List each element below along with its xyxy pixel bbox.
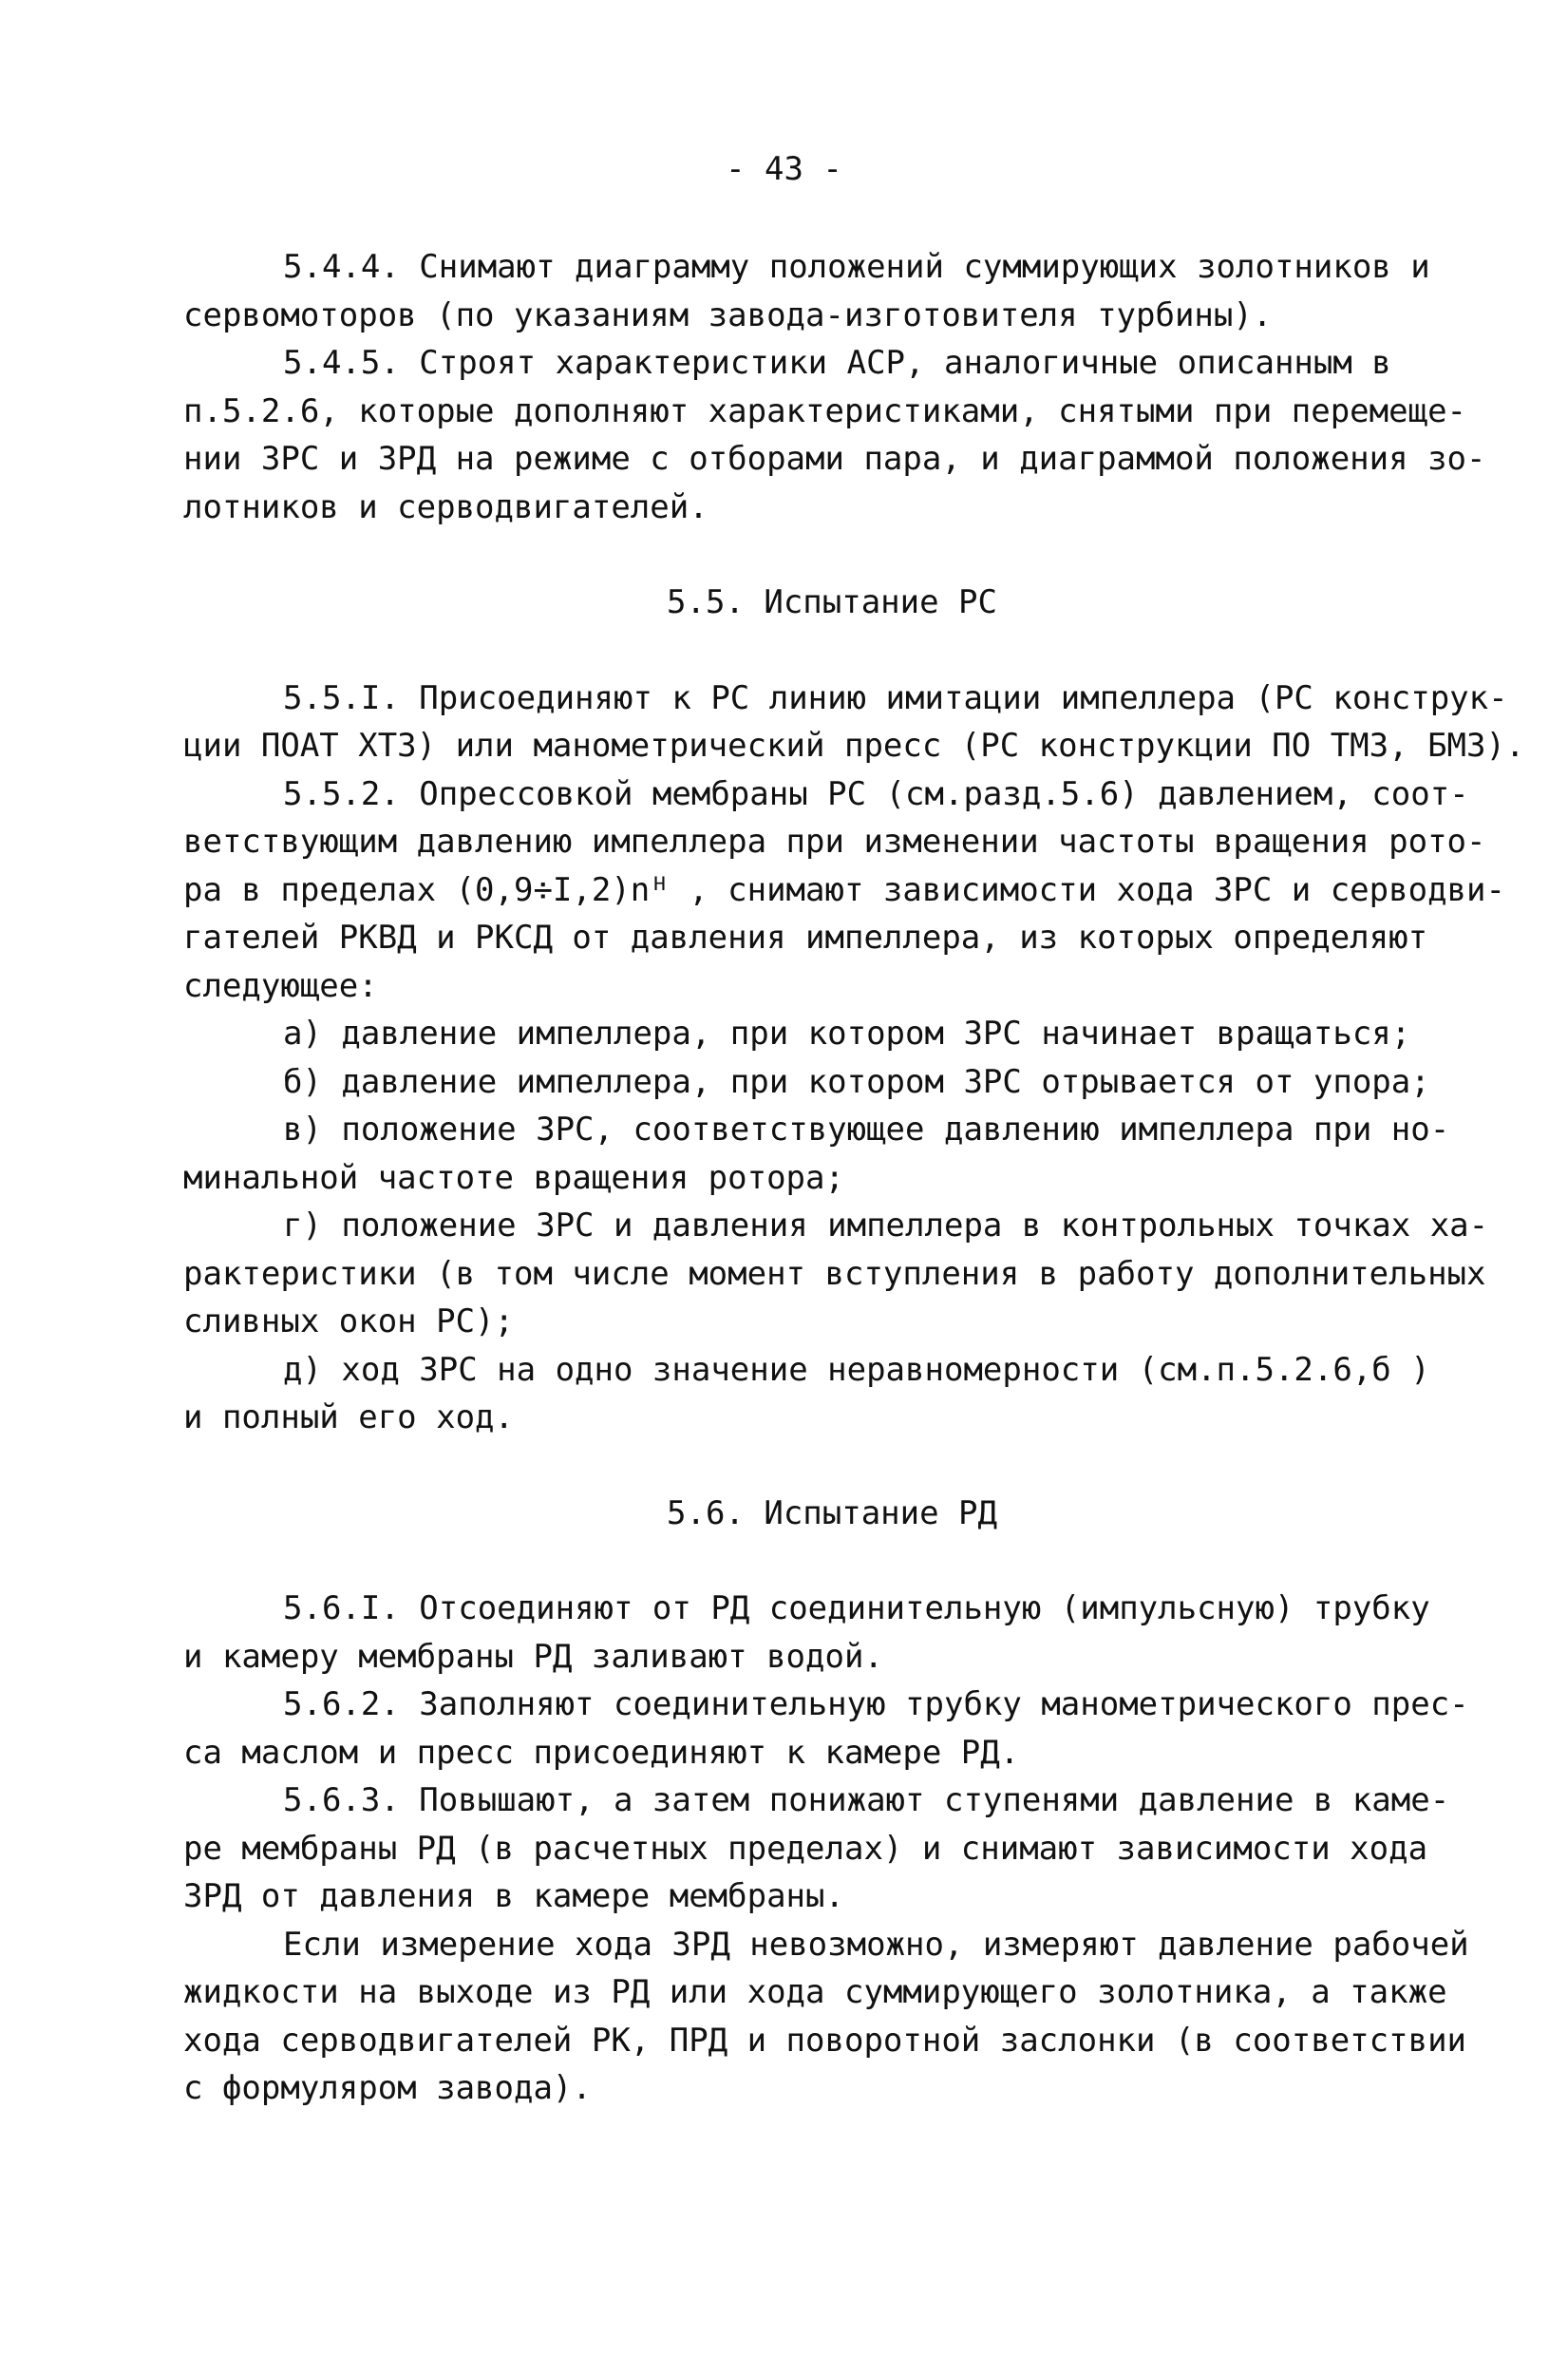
list-item-g-line-1: г) положение ЗРС и давления импеллера в контрольных точках ха- — [283, 1206, 1489, 1244]
paragraph-5-4-5-line-1: 5.4.5. Строят характеристики АСР, аналогичные описанным в — [283, 344, 1391, 382]
paragraph-5-5-2-line-2: ветствующим давлению импеллера при изменении частоты вращения рото- — [183, 823, 1486, 861]
paragraph-5-5-2-line-5: следующее: — [183, 966, 378, 1005]
paragraph-5-5-1-line-1: 5.5.I. Присоединяют к РС линию имитации импеллера (РС конструк- — [283, 678, 1508, 717]
list-item-v-line-1: в) положение ЗРС, соответствующее давлению импеллера при но- — [283, 1111, 1450, 1149]
document-body — [183, 243, 1525, 2113]
paragraph-5-6-3-line-2: ре мембраны РД (в расчетных пределах) и снимают зависимости хода — [183, 1829, 1428, 1868]
paragraph-5-5-2-line-3: ра в пределах (0,9÷I,2)nᴴ , снимают зависимости хода ЗРС и серводви- — [183, 870, 1505, 909]
page-number: - 43 - — [726, 150, 842, 188]
paragraph-5-5-1-line-2: ции ПОАТ ХТЗ) или манометрический пресс (РС конструкции ПО ТМЗ, БМЗ). — [183, 727, 1525, 765]
paragraph-5-6-3b-line-1: Если измерение хода ЗРД невозможно, измеряют давление рабочей — [283, 1925, 1469, 1964]
paragraph-5-4-4-line-2: сервомоторов (по указаниям завода-изготовителя турбины). — [183, 295, 1273, 334]
paragraph-5-5-2-line-1: 5.5.2. Опрессовкой мембраны РС (см.разд.5.6) давлением, соот- — [283, 774, 1469, 813]
list-item-a: а) давление импеллера, при котором ЗРС начинает вращаться; — [283, 1015, 1411, 1053]
paragraph-5-6-1-line-1: 5.6.I. Отсоединяют от РД соединительную (импульсную) трубку — [283, 1589, 1430, 1627]
list-item-d-line-1: д) ход ЗРС на одно значение неравномерности (см.п.5.2.6,б ) — [283, 1350, 1430, 1389]
paragraph-5-6-3-line-3: ЗРД от давления в камере мембраны. — [183, 1877, 844, 1915]
list-item-b: б) давление импеллера, при котором ЗРС отрывается от упора; — [283, 1062, 1430, 1101]
paragraph-5-4-5-line-3: нии ЗРС и ЗРД на режиме с отборами пара, и диаграммой положения зо- — [183, 440, 1486, 478]
paragraph-5-6-3-line-1: 5.6.3. Повышают, а затем понижают ступенями давление в каме- — [283, 1781, 1450, 1819]
list-item-g-line-3: сливных окон РС); — [183, 1302, 514, 1340]
paragraph-5-6-1-line-2: и камеру мембраны РД заливают водой. — [183, 1637, 883, 1676]
paragraph-5-5-2-line-4: гателей РКВД и РКСД от давления импеллера, из которых определяют — [183, 919, 1428, 957]
paragraph-5-4-5-line-2: п.5.2.6, которые дополняют характеристиками, снятыми при перемеще- — [183, 391, 1467, 430]
paragraph-5-6-3b-line-4: с формуляром завода). — [183, 2069, 592, 2107]
paragraph-5-6-2-line-2: са маслом и пресс присоединяют к камере РД. — [183, 1733, 1020, 1772]
list-item-v-line-2: минальной частоте вращения ротора; — [183, 1158, 844, 1197]
paragraph-5-4-5-line-4: лотников и серводвигателей. — [183, 487, 708, 526]
section-heading-5-5: 5.5. Испытание РС — [667, 583, 997, 621]
paragraph-5-4-4-line-1: 5.4.4. Снимают диаграмму положений суммирующих золотников и — [283, 248, 1430, 286]
paragraph-5-6-3b-line-3: хода серводвигателей РК, ПРД и поворотной заслонки (в соответствии — [183, 2021, 1467, 2060]
paragraph-5-6-2-line-1: 5.6.2. Заполняют соединительную трубку манометрического прес- — [283, 1685, 1469, 1723]
list-item-d-line-2: и полный его ход. — [183, 1398, 514, 1436]
section-heading-5-6: 5.6. Испытание РД — [667, 1493, 997, 1532]
list-item-g-line-2: рактеристики (в том числе момент вступления в работу дополнительных — [183, 1254, 1486, 1293]
paragraph-5-6-3b-line-2: жидкости на выходе из РД или хода суммирующего золотника, а также — [183, 1973, 1447, 2011]
